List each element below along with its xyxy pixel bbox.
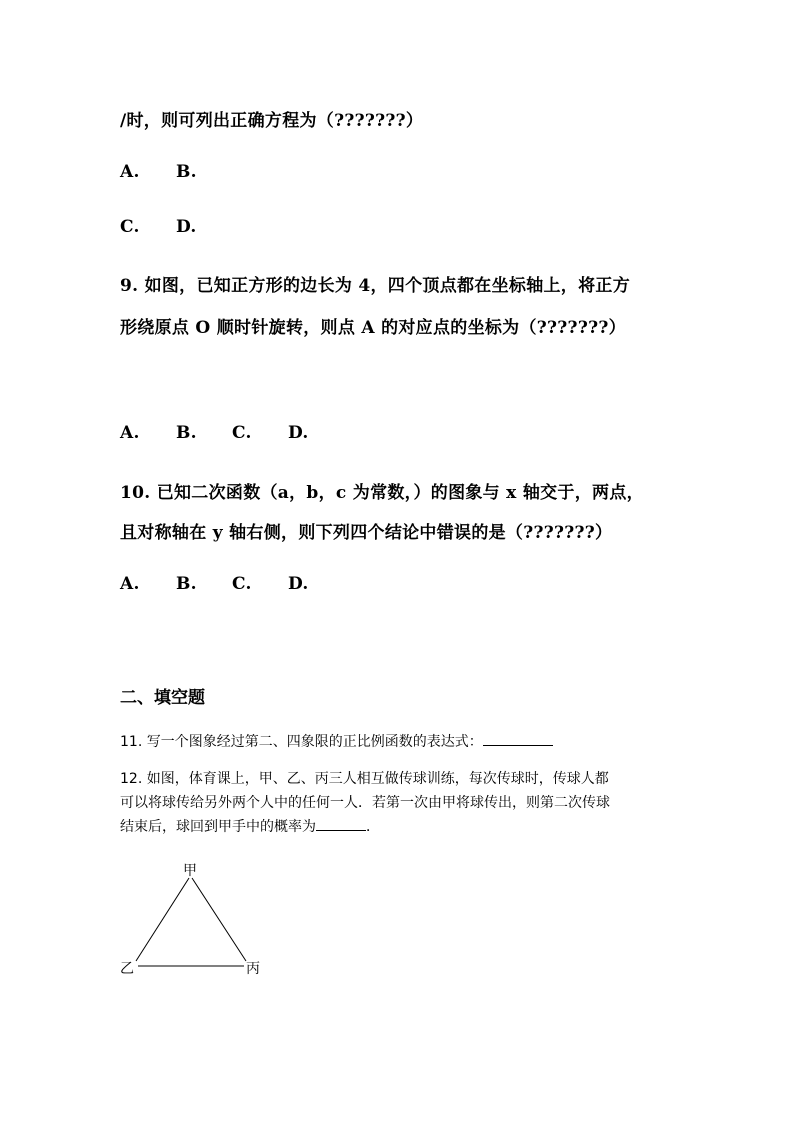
q8-option-c[interactable]: C. [120, 217, 140, 237]
q9-option-a[interactable]: A. [120, 423, 140, 443]
q8-stem: /时，则可列出正确方程为（???????） [120, 111, 424, 131]
q8-option-a[interactable]: A. [120, 162, 140, 182]
q8-option-b[interactable]: B. [176, 162, 197, 182]
q12-stem-line2: 可以将球传给另外两个人中的任何一人．若第一次由甲将球传出，则第二次传球 [120, 795, 610, 811]
q9-option-b[interactable]: B. [176, 423, 197, 443]
q8-options-row1 [120, 162, 232, 182]
q10-options [120, 574, 344, 594]
vertex-label-yi: 乙 [120, 961, 134, 977]
q11-stem [120, 731, 553, 754]
q10-stem-line1: 10. 已知二次函数（a，b，c 为常数，）的图象与 x 轴交于，两点， [120, 483, 644, 503]
q9-options [120, 423, 344, 443]
q12-stem-line1: 12. 如图，体育课上，甲、乙、丙三人相互做传球训练，每次传球时，传球人都 [120, 771, 609, 787]
vertex-label-bing: 丙 [246, 961, 260, 977]
passing-triangle-diagram [118, 858, 278, 988]
q10-stem-line2: 且对称轴在 y 轴右侧，则下列四个结论中错误的是（???????） [120, 523, 613, 543]
q8-option-d[interactable]: D. [176, 217, 197, 237]
q10-option-a[interactable]: A. [120, 574, 140, 594]
vertex-label-jia: 甲 [183, 863, 197, 879]
q12-answer-blank[interactable] [316, 816, 366, 831]
edge-jia-bing [192, 878, 246, 961]
q10-option-d[interactable]: D. [288, 574, 309, 594]
q11-answer-blank[interactable] [483, 731, 553, 746]
q11-text: 11. 写一个图象经过第二、四象限的正比例函数的表达式： [120, 734, 483, 750]
q10-option-b[interactable]: B. [176, 574, 197, 594]
q8-options-row2 [120, 217, 232, 237]
q12-stem-line3 [120, 816, 380, 839]
q12-text-line3: 结束后，球回到甲手中的概率为 [120, 819, 316, 835]
q9-option-d[interactable]: D. [288, 423, 309, 443]
q9-option-c[interactable]: C. [232, 423, 252, 443]
q9-stem-line1: 9. 如图，已知正方形的边长为 4，四个顶点都在坐标轴上，将正方 [120, 276, 631, 296]
q12-period: ． [366, 819, 380, 835]
section-title-fill-in: 二、填空题 [120, 688, 205, 708]
q10-option-c[interactable]: C. [232, 574, 252, 594]
edge-jia-yi [136, 878, 189, 961]
q9-stem-line2: 形绕原点 O 顺时针旋转，则点 A 的对应点的坐标为（???????） [120, 318, 626, 338]
